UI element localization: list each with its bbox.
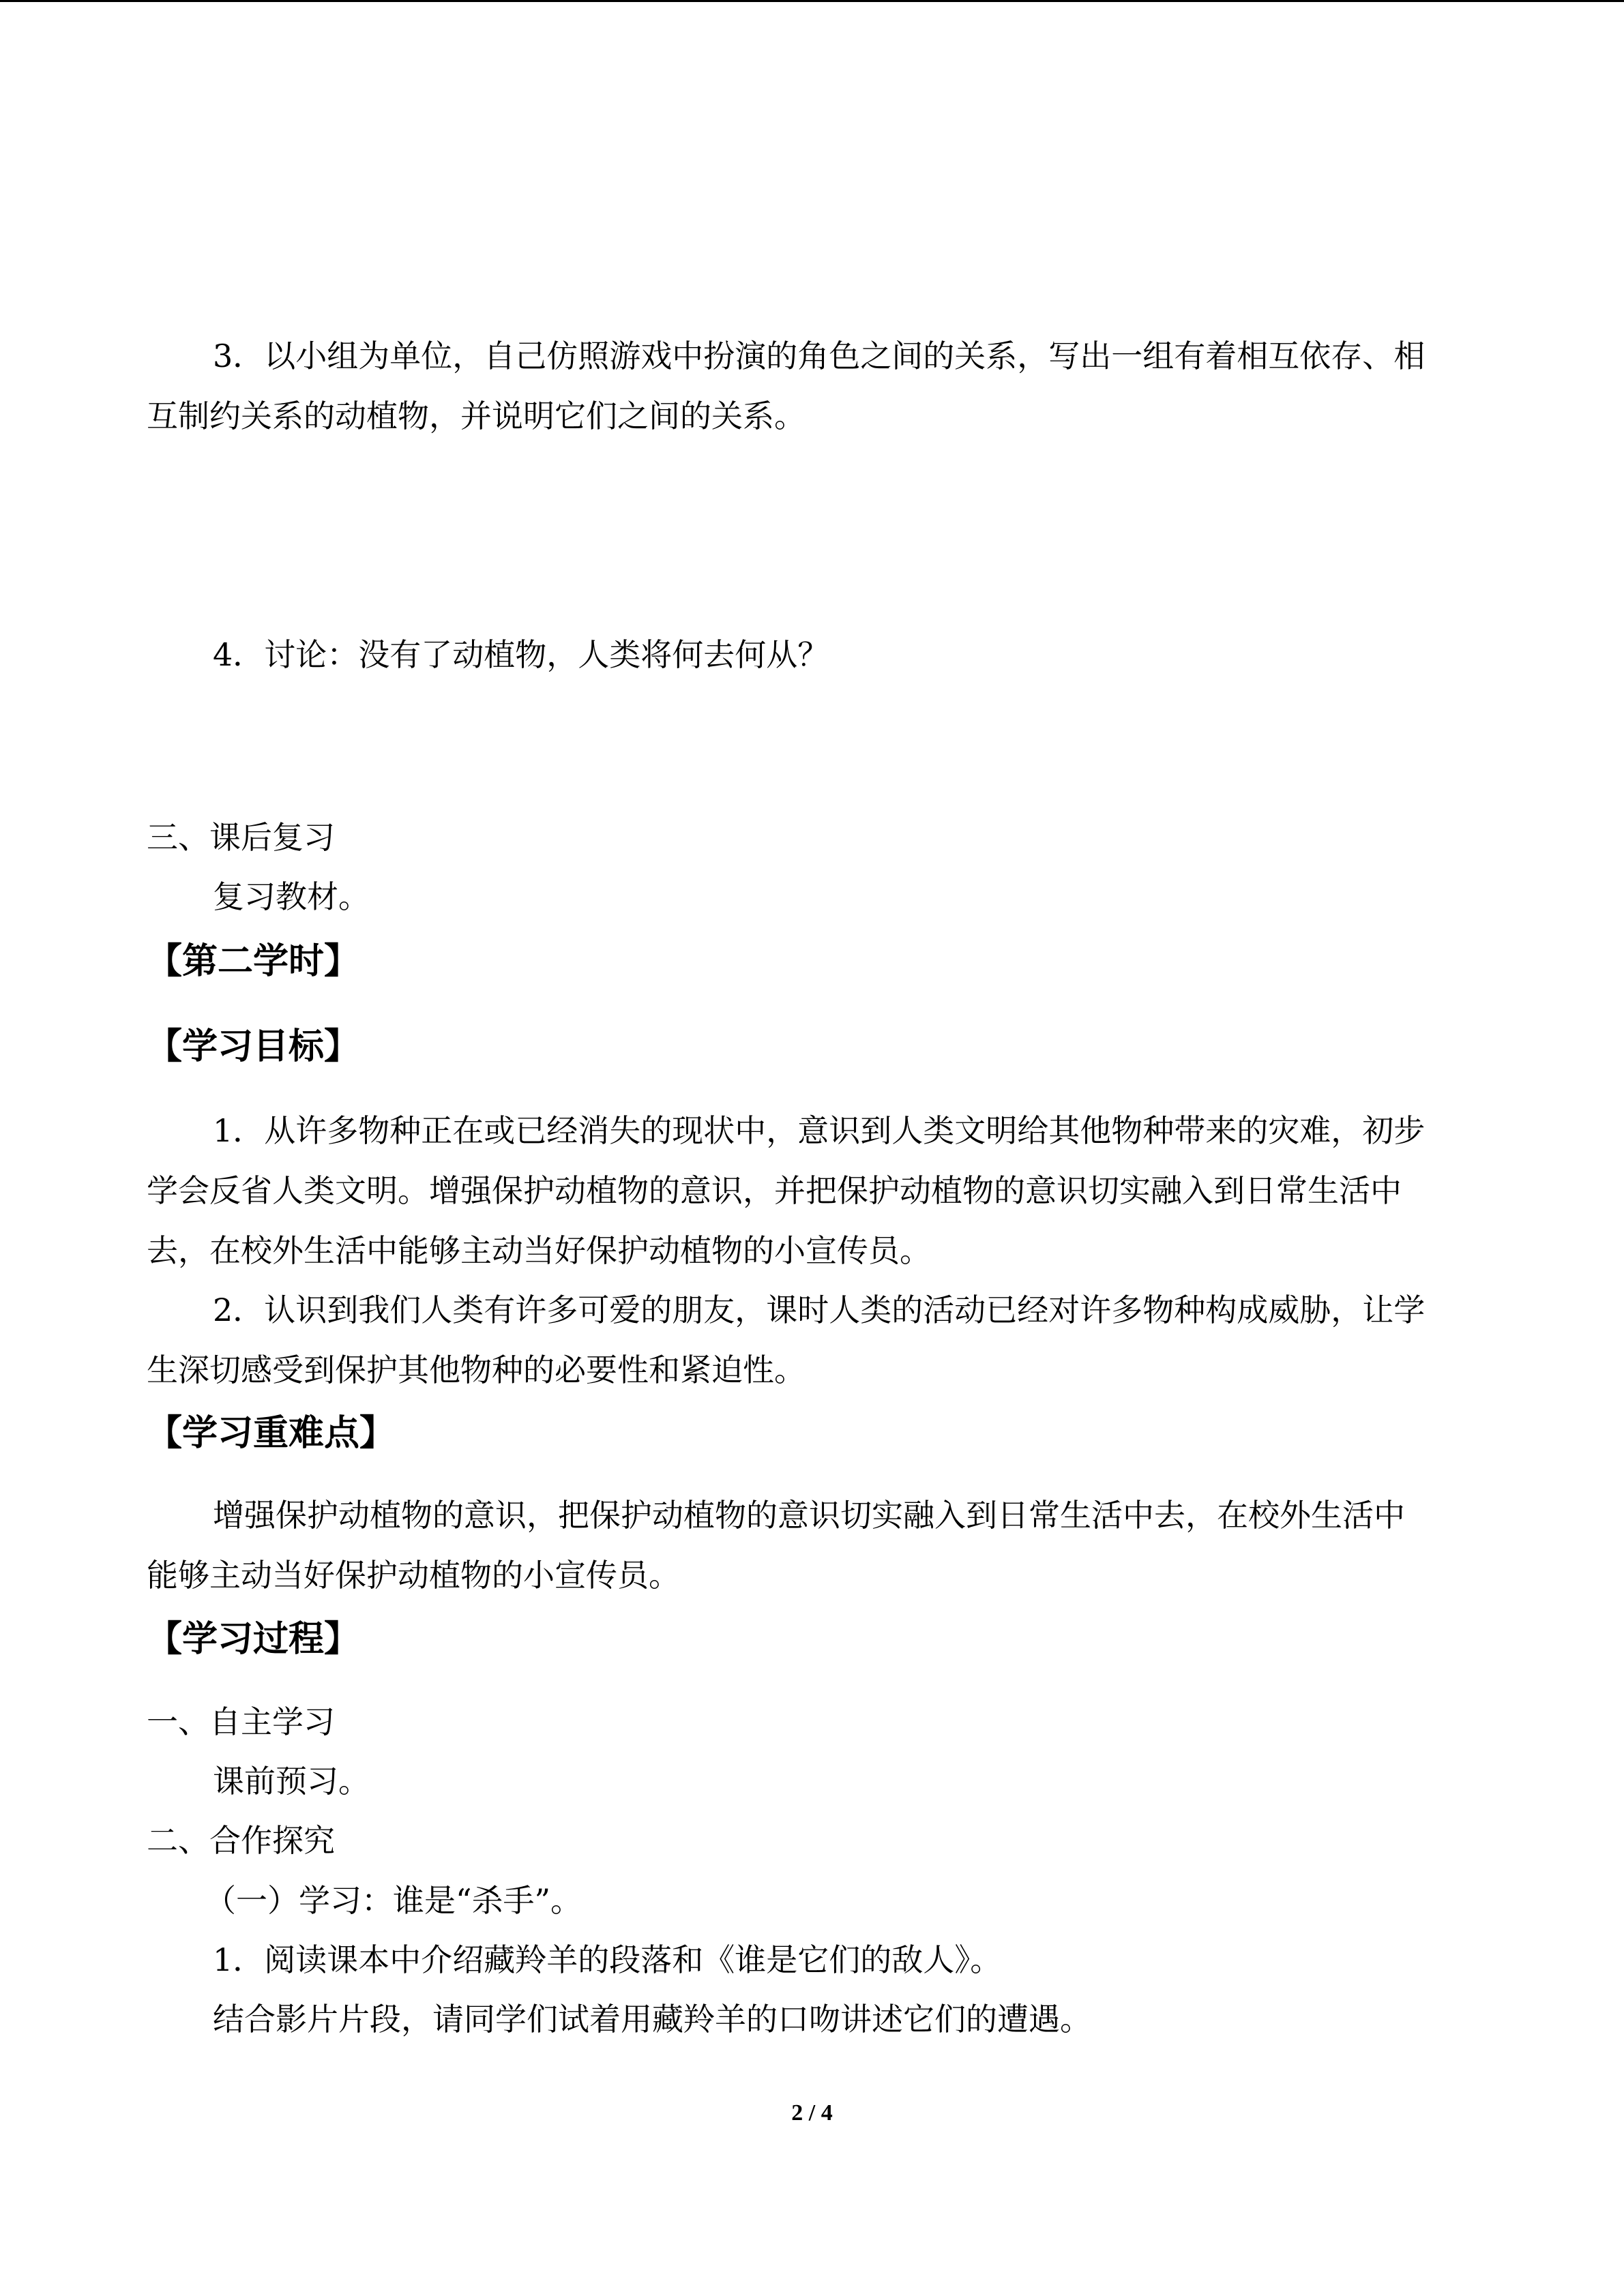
keypoints-heading: 【学习重难点】 bbox=[147, 1413, 396, 1454]
objective1-line2: 学会反省人类文明。增强保护动植物的意识，并把保护动植物的意识切实融入到日常生活中 bbox=[147, 1172, 1402, 1209]
page-number: 2 / 4 bbox=[791, 2100, 833, 2126]
review-content: 复习教材。 bbox=[213, 878, 370, 915]
item4-text: 4．讨论：没有了动植物，人类将何去何从？ bbox=[213, 636, 829, 673]
sub1-item1-desc: 结合影片片段，请同学们试着用藏羚羊的口吻讲述它们的遭遇。 bbox=[213, 2001, 1091, 2038]
process-heading: 【学习过程】 bbox=[147, 1619, 360, 1660]
objective2-line2: 生深切感受到保护其他物种的必要性和紧迫性。 bbox=[147, 1352, 806, 1388]
objective2-line1: 2．认识到我们人类有许多可爱的朋友，课时人类的活动已经对许多物种构成威胁，让学 bbox=[213, 1292, 1426, 1328]
keypoints-line1: 增强保护动植物的意识，把保护动植物的意识切实融入到日常生活中去，在校外生活中 bbox=[213, 1497, 1405, 1534]
self-study-content: 课前预习。 bbox=[213, 1763, 370, 1800]
review-section-title: 三、课后复习 bbox=[147, 819, 335, 856]
item3-text-line1: 3．以小组为单位，自己仿照游戏中扮演的角色之间的关系，写出一组有着相互依存、相 bbox=[213, 338, 1426, 374]
objective1-line3: 去，在校外生活中能够主动当好保护动植物的小宣传员。 bbox=[147, 1232, 931, 1269]
objectives-heading: 【学习目标】 bbox=[147, 1026, 360, 1067]
objective1-line1: 1．从许多物种正在或已经消失的现状中，意识到人类文明给其他物种带来的灾难，初步 bbox=[213, 1112, 1426, 1149]
self-study-title: 一、自主学习 bbox=[147, 1703, 335, 1740]
keypoints-line2: 能够主动当好保护动植物的小宣传员。 bbox=[147, 1557, 680, 1594]
sub1-item1: 1．阅读课本中介绍藏羚羊的段落和《谁是它们的敌人》。 bbox=[213, 1941, 1002, 1978]
lesson2-heading: 【第二学时】 bbox=[147, 941, 360, 982]
top-border bbox=[0, 0, 1624, 2]
sub1-title: （一）学习：谁是“杀手”。 bbox=[205, 1882, 582, 1919]
coop-title: 二、合作探究 bbox=[147, 1822, 335, 1859]
item3-text-line2: 互制约关系的动植物，并说明它们之间的关系。 bbox=[147, 398, 806, 434]
